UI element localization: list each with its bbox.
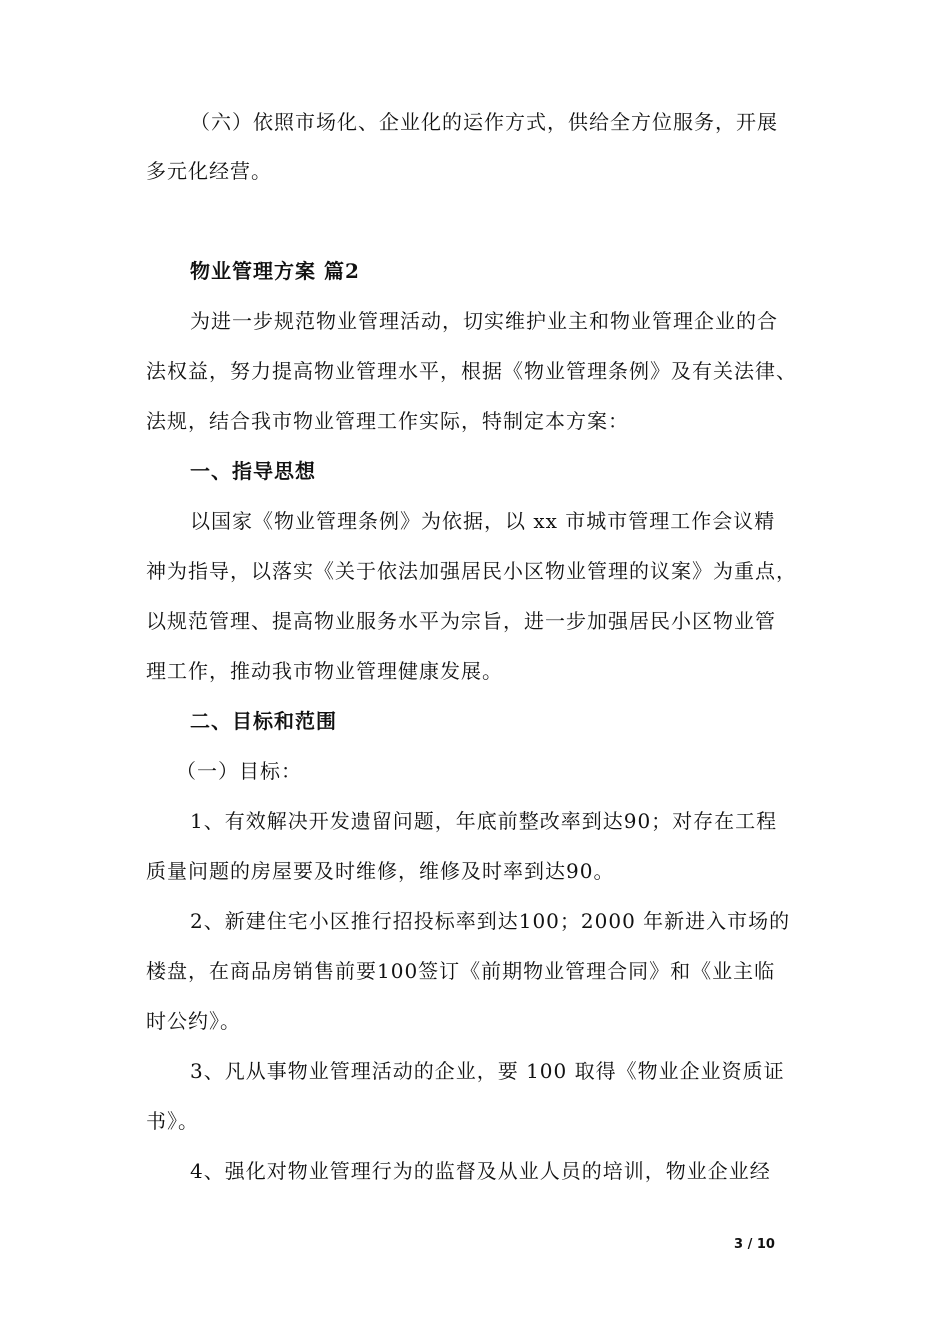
text-line: 以国家《物业管理条例》为依据，以 xx 市城市管理工作会议精: [190, 509, 776, 533]
subheading: （一）目标：: [176, 759, 302, 783]
section-title: 物业管理方案 篇2: [190, 259, 360, 283]
section-heading: 一、指导思想: [190, 459, 316, 483]
page-number: 3 / 10: [734, 1237, 775, 1252]
text-line: 质量问题的房屋要及时维修，维修及时率到达90。: [146, 859, 615, 883]
text-line: 4、强化对物业管理行为的监督及从业人员的培训，物业企业经: [190, 1159, 771, 1183]
text-line: 理工作，推动我市物业管理健康发展。: [146, 659, 503, 683]
text-line: 3、凡从事物业管理活动的企业，要 100 取得《物业企业资质证: [190, 1059, 785, 1083]
text-line: 2、新建住宅小区推行招投标率到达100；2000 年新进入市场的: [190, 909, 791, 933]
text-line: （六）依照市场化、企业化的运作方式，供给全方位服务，开展: [190, 110, 778, 134]
text-line: 为进一步规范物业管理活动，切实维护业主和物业管理企业的合: [190, 309, 778, 333]
text-line: 1、有效解决开发遗留问题，年底前整改率到达90；对存在工程: [190, 809, 778, 833]
text-line: 书》。: [146, 1109, 199, 1133]
text-line: 神为指导，以落实《关于依法加强居民小区物业管理的议案》为重点，: [146, 559, 797, 583]
section-heading: 二、目标和范围: [190, 709, 337, 733]
text-line: 多元化经营。: [146, 159, 272, 183]
text-line: 时公约》。: [146, 1009, 241, 1033]
text-line: 楼盘，在商品房销售前要100签订《前期物业管理合同》和《业主临: [146, 959, 776, 983]
text-line: 法规，结合我市物业管理工作实际，特制定本方案：: [146, 409, 629, 433]
text-line: 法权益，努力提高物业管理水平，根据《物业管理条例》及有关法律、: [146, 359, 797, 383]
text-line: 以规范管理、提高物业服务水平为宗旨，进一步加强居民小区物业管: [146, 609, 776, 633]
